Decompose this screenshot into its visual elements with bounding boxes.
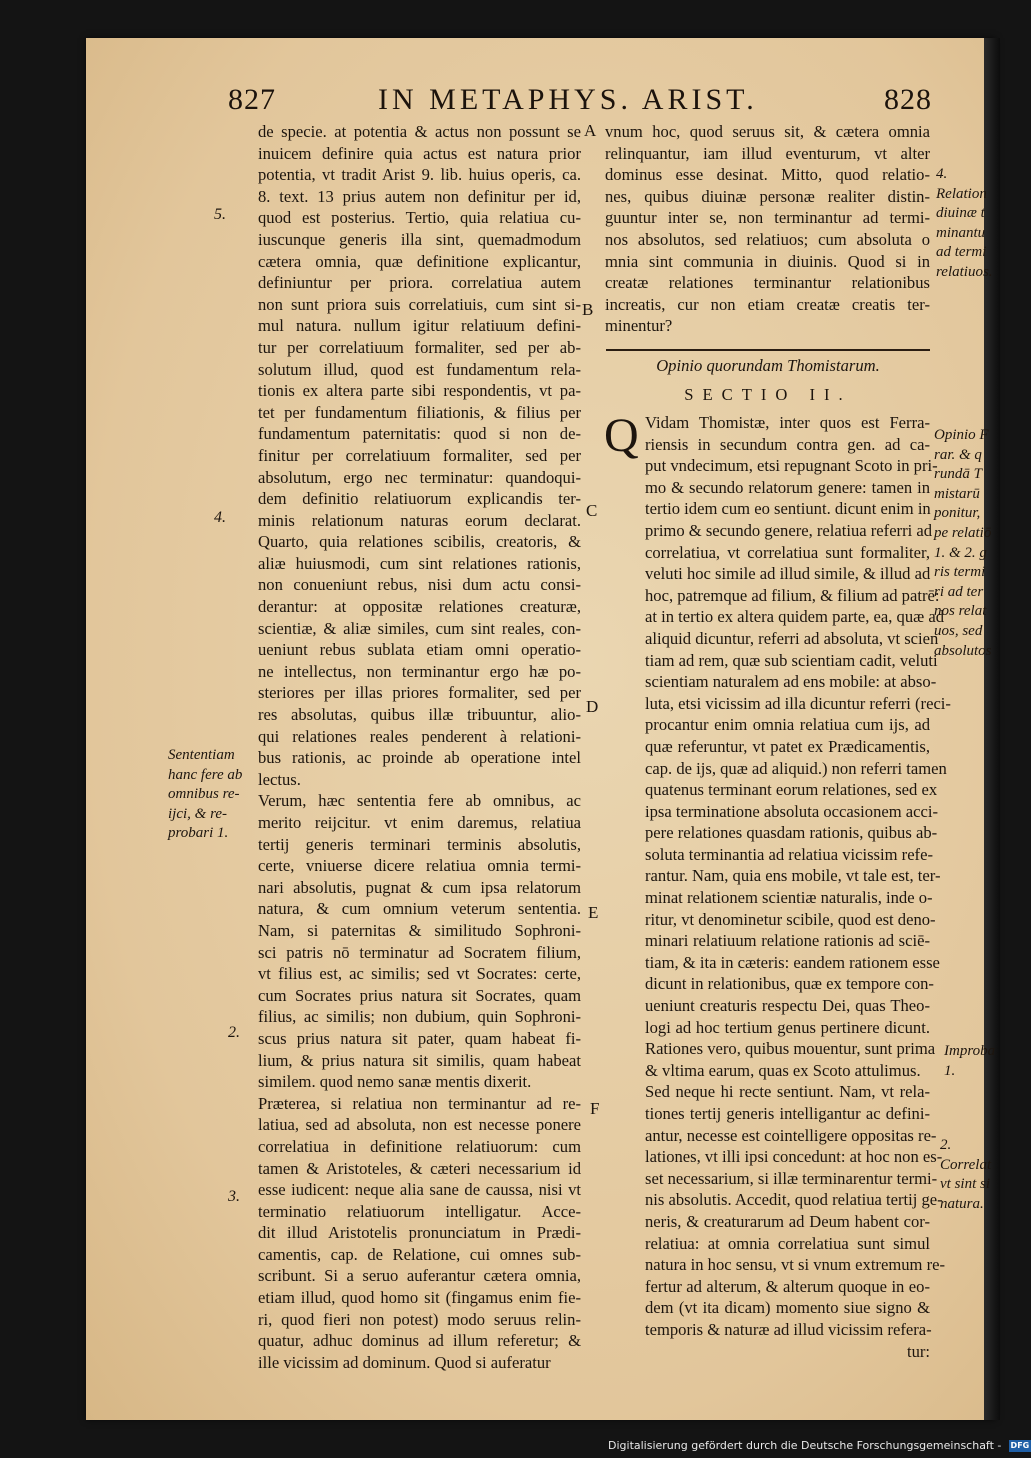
text-line: solutum illud, quod est fundamentum rela-: [258, 359, 581, 379]
column-letter-d: D: [586, 697, 599, 716]
margin-note-line: absolutos: [934, 642, 992, 659]
text-line: filius, ac similis; non dubium, quin Sophroni-: [258, 1007, 581, 1027]
margin-note-line: vt sint si: [940, 1176, 991, 1193]
footer-credit: [608, 1439, 1031, 1452]
text-line: minentur?: [605, 316, 673, 336]
text-line: nos absolutos, sed relatiuos; cum absoluta o: [605, 229, 930, 249]
margin-note-line: 4.: [936, 166, 948, 182]
text-line: dem (vt ita dicam) momento siue signo &: [645, 1298, 930, 1318]
margin-note-line: ri ad ter: [934, 583, 984, 600]
text-line: finitur per correlatiuum formaliter, sed per: [258, 445, 581, 465]
text-line: inuicem definire quia actus est natura prior: [258, 143, 581, 163]
text-line: ipsa terminatione absoluta occasionem acci-: [645, 801, 939, 821]
right-column-top-text: [605, 121, 930, 337]
margin-note-line: Opinio F: [934, 427, 989, 443]
margin-note-line: 1. & 2. g: [934, 544, 987, 561]
text-line: & vltima earum, quas ex Scoto attulimus.: [645, 1060, 921, 1080]
margin-note-line: mistarū: [934, 485, 980, 502]
text-line: tamen & Aristoteles, & cæteri necessarium id: [258, 1158, 581, 1178]
text-line: tiam ad rem, quæ sub scientiam cadit, veluti: [645, 650, 938, 670]
section-heading: Opinio quorundam Thomistarum.: [656, 356, 880, 375]
text-line: lationes, vt illi ipsi concedunt: at hoc non es-: [645, 1147, 943, 1167]
text-line: definiuntur per priora. correlatiua autem: [258, 273, 581, 293]
margin-note-line: Sententiam: [168, 747, 235, 763]
text-line: sci patris nō terminatur ad Socratem filium,: [258, 942, 581, 962]
text-line: mo & secundo relatorum genere: tamen in: [645, 477, 930, 497]
text-line: at in tertio ex altera quidem parte, ea, quæ ad: [645, 607, 945, 627]
margin-note-line: rundā T: [934, 466, 982, 483]
text-line: dicunt in relationibus, quæ ex tempore con-: [645, 974, 934, 994]
margin-number-2: 2.: [228, 1024, 240, 1041]
margin-note-line: natura.: [940, 1195, 984, 1212]
text-line: cap. de ijs, quæ ad aliquid.) non referri tamen: [645, 758, 947, 778]
left-margin-note: [168, 746, 242, 844]
margin-note-line: omnibus re-: [168, 786, 240, 803]
text-line: derantur: at oppositæ relationes creaturæ,: [258, 597, 581, 617]
text-line: correlatiua, vt correlatiua sunt formaliter,: [645, 542, 930, 562]
text-line: minari relatiuum relatione rationis ad sciē-: [645, 931, 930, 951]
text-line: scribunt. Si a seruo auferantur cætera omnia,: [258, 1266, 581, 1286]
text-line: similem. quod nemo sanæ mentis dixerit.: [258, 1072, 532, 1092]
column-letter-a: A: [584, 121, 597, 140]
text-line: neris, & creaturarum ad Deum habent cor-: [645, 1211, 930, 1231]
text-line: dit illud Aristotelis pronunciatum in Prædi-: [258, 1223, 581, 1243]
column-letter-f: F: [590, 1099, 600, 1118]
section-rule: [606, 349, 930, 351]
text-line: absolutum, ergo nec terminatur: quandoqui-: [258, 467, 581, 487]
text-line: relatiua: at omnia correlatiua sunt simul: [645, 1233, 930, 1253]
text-line: steriores per illas priores formaliter, sed per: [258, 683, 581, 703]
text-line: dominus esse desinat. Mitto, quod relatio-: [605, 165, 930, 185]
right-margin-note-correlatiua: [940, 1136, 991, 1214]
text-line: quatenus terminant eorum relationes, sed ex: [645, 780, 938, 800]
text-line: ri, quod fieri non potest) modo seruus relin-: [258, 1309, 581, 1329]
right-page-number: 828: [884, 83, 932, 116]
text-line: correlatiua in definitione relatiuorum: cum: [258, 1136, 581, 1156]
margin-note-line: minantu: [936, 224, 986, 241]
text-line: put vndecimum, etsi repugnant Scoto in pri-: [645, 456, 938, 476]
text-line: procantur enim omnia relatiua cum ijs, ad: [645, 715, 930, 735]
margin-note-line: rar. & q: [934, 446, 982, 463]
text-line: riensis in secundum contra gen. ad ca-: [645, 434, 930, 454]
text-line: ille vicissim ad dominum. Quod si auferatur: [258, 1352, 551, 1372]
text-line: minat relationem scientiæ naturalis, inde o-: [645, 888, 933, 908]
margin-note-line: 1.: [944, 1062, 956, 1079]
text-line: natura, & cum omnium veterum sententia.: [258, 899, 581, 919]
text-line: temporis & naturæ ad illud vicissim refera-: [645, 1319, 932, 1339]
text-line: non sunt priora suis correlatiuis, cum sint si-: [258, 294, 581, 314]
text-line: natura in hoc sensu, vt si vnum extremum re-: [645, 1255, 946, 1275]
running-title: IN METAPHYS. ARIST.: [378, 83, 758, 116]
text-line: aliquid dicuntur, referri ad absoluta, vt scien: [645, 628, 939, 648]
text-line: merito reijcitur. vt enim daremus, relatiua: [258, 813, 581, 832]
text-line: qui relationes reales penderent à relationi-: [258, 726, 581, 746]
left-page-number: 827: [228, 83, 276, 116]
text-line: relinquantur, iam illud eventurum, vt alter: [605, 143, 930, 163]
margin-note-line: uos, sed: [934, 622, 983, 639]
right-margin-note-improbatur: [944, 1042, 995, 1081]
text-line: scus prius natura sit pater, quam habeat fi-: [258, 1028, 581, 1048]
text-line: tertio idem cum eo sentiunt. dicunt enim in: [645, 499, 931, 519]
margin-note-line: 2.: [940, 1137, 952, 1153]
text-line: mul natura. nullum igitur relatiuum defini-: [258, 316, 581, 336]
text-line: vnum hoc, quod seruus sit, & cætera omnia: [605, 122, 930, 141]
text-line: hoc, patremque ad filium, & filium ad patrē:: [645, 585, 940, 605]
text-line: soluta terminantia ad relatiua vicissim refe-: [645, 844, 933, 864]
text-line: nis absolutis. Accedit, quod relatiua tertij ge-: [645, 1190, 943, 1210]
text-line: tiam, & ita in cæteris: eandem rationem esse: [645, 952, 940, 972]
text-line: esse iudicent: neque alia sane de caussa, nisi vt: [258, 1180, 581, 1200]
text-line: quatur, adhuc dominus ad illum referetur; &: [258, 1331, 581, 1351]
text-line: veluti hoc simile ad illud simile, & illud ad: [645, 564, 931, 584]
text-line: terminatio relatiuorum intelligatur. Acce-: [258, 1201, 581, 1221]
text-line: ueniunt rebus sublata etiam omni operatio-: [258, 640, 581, 660]
text-line: fundamentum paternitatis: quod si non de-: [258, 424, 581, 444]
right-margin-note-relationes: [936, 165, 993, 283]
drop-cap-initial: Q: [604, 409, 639, 462]
margin-note-line: Relation: [936, 185, 987, 202]
margin-note-line: pe relatiō: [934, 524, 992, 541]
text-line: pere relationes quasdam rationis, quibus ab-: [645, 823, 938, 843]
text-line: lectus.: [258, 769, 301, 789]
left-text-column: [258, 121, 581, 1373]
margin-number-5: 5.: [214, 206, 226, 223]
text-line: lium, & prius natura sit similis, quam habeat: [258, 1050, 581, 1070]
dfg-logo: DFG: [1010, 1441, 1030, 1450]
text-line: non conueniunt rebus, nisi dum actu consi-: [258, 575, 581, 595]
text-line: latiua, sed ad absoluta, non est necesse ponere: [258, 1115, 581, 1135]
text-line: res absolutas, quibus illæ tribuuntur, alio-: [258, 705, 581, 725]
text-line: Quarto, quia relationes scibilis, creatoris, &: [258, 532, 581, 552]
text-line: Sed neque hi recte sentiunt. Nam, vt rela-: [645, 1082, 930, 1102]
text-line: de specie. at potentia & actus non possunt se: [258, 122, 581, 141]
margin-number-3: 3.: [228, 1188, 240, 1205]
text-line: ueniunt creaturis respectu Dei, quas Theo-: [645, 996, 930, 1016]
text-line: quæ referuntur, vt patet ex Prædicamentis,: [645, 736, 930, 756]
text-line: vt filius est, ac similis; sed vt Socrates: certe,: [258, 964, 581, 984]
right-text-column: [605, 121, 930, 337]
text-line: iuscunque generis illa sint, quemadmodum: [258, 229, 581, 249]
text-line: ne intellectus, non terminantur ergo hæ po-: [258, 661, 581, 681]
text-line: set necessarium, si illæ terminarentur termi-: [645, 1168, 938, 1188]
text-line: Rationes vero, quibus mouentur, sunt prima: [645, 1039, 936, 1059]
text-line: tur:: [906, 1341, 930, 1361]
text-line: cum Socrates prius natura sit Socrates, quam: [258, 985, 581, 1005]
text-line: tur per correlatiuum formaliter, sed per ab-: [258, 337, 581, 357]
margin-note-line: hanc fere ab: [168, 766, 243, 783]
text-line: fertur ad alterum, & alterum quoque in eo-: [645, 1276, 930, 1296]
text-line: increatis, cur non etiam creatæ creatis ter-: [605, 294, 930, 314]
text-line: Vidam Thomistæ, inter quos est Ferra-: [645, 413, 930, 432]
text-line: quod est posterius. Tertio, quia relatiua cu-: [258, 208, 581, 228]
text-line: tertij generis terminari terminis absolutis,: [258, 834, 581, 854]
text-line: antur, necesse est cointelligere oppositas re-: [645, 1125, 937, 1145]
text-line: scientiæ, & aliæ similes, cum sint reales, con-: [258, 618, 581, 638]
text-line: logi ad hoc tertium genus pertinere dicunt.: [645, 1017, 930, 1037]
text-line: potentia, vt tradit Arist 9. lib. huius operis, ca.: [258, 165, 581, 185]
text-line: tet per fundamentum filiationis, & filius per: [258, 402, 581, 422]
text-line: minis relationum naturas eorum declarat.: [258, 510, 581, 530]
text-line: creatæ relationes terminantur relationibus: [605, 273, 930, 293]
margin-note-line: relatiuos.: [936, 263, 993, 280]
section-number: SECTIO II.: [684, 385, 852, 404]
margin-note-line: ad termi: [936, 244, 987, 261]
column-letter-c: C: [586, 501, 598, 520]
footer-text: Digitalisierung gefördert durch die Deutsche Forschungsgemeinschaft -: [608, 1439, 1002, 1452]
margin-note-line: Improba: [944, 1043, 996, 1059]
margin-number-4: 4.: [214, 509, 226, 526]
margin-note-line: ponitur,: [934, 505, 981, 522]
text-line: camentis, cap. de Relatione, cui omnes sub-: [258, 1244, 581, 1264]
text-line: Verum, hæc sententia fere ab omnibus, ac: [258, 791, 581, 811]
column-letter-e: E: [588, 903, 599, 922]
text-line: guuntur inter se, non terminantur ad termi-: [605, 208, 930, 228]
text-line: nes, quibus diuinæ personæ realiter distin-: [605, 186, 930, 206]
text-line: dem definitio relatiuorum explicandis ter-: [258, 489, 581, 509]
text-line: ritur, vt denominetur scibile, quod est deno-: [645, 909, 936, 929]
text-line: 8. text. 13 prius autem non definitur per id,: [258, 186, 581, 206]
margin-note-line: probari 1.: [168, 825, 229, 842]
text-line: luta, etsi vicissim ad illa dicuntur referri (reci-: [645, 693, 951, 713]
text-line: aliæ huiusmodi, cum sint relationes rationis,: [258, 553, 581, 573]
column-letter-b: B: [582, 300, 594, 319]
text-line: bus rationis, ac proinde ab operatione intel: [258, 748, 581, 768]
margin-note-line: diuinæ t: [936, 205, 985, 222]
text-line: cætera omnia, quæ definitione explicantur,: [258, 251, 581, 271]
text-line: tiones tertij generis intelligantur ac defini-: [645, 1104, 930, 1123]
text-line: scientiam naturalem ad ens mobile: at abso-: [645, 672, 937, 692]
text-line: tionis ex altera parte sibi respondentis, vt pa-: [258, 381, 581, 401]
text-line: certe, vniuerse dicere relatiua omnia termi-: [258, 856, 581, 876]
margin-note-line: ijci, & re-: [168, 805, 228, 822]
text-line: etiam illud, quod homo sit (fingamus enim fie-: [258, 1288, 581, 1308]
margin-note-line: ris termi: [934, 564, 986, 581]
right-column-body-text: [645, 412, 951, 1362]
text-line: Nam, si paternitas & similitudo Sophroni-: [258, 920, 581, 940]
text-line: mnia sint communia in diuinis. Quod si in: [605, 251, 930, 271]
right-margin-note-opinio: [934, 426, 992, 661]
text-line: primo & secundo genere, relatiua referri ad: [645, 520, 933, 540]
margin-note-line: Correlat: [940, 1156, 992, 1173]
text-line: Præterea, si relatiua non terminantur ad re-: [258, 1093, 581, 1113]
text-line: nari absolutis, pugnat & cum ipsa relatorum: [258, 877, 581, 897]
margin-note-line: nos relat: [934, 603, 987, 620]
text-line: rantur. Nam, quia ens mobile, vt tale est, ter-: [645, 866, 941, 886]
